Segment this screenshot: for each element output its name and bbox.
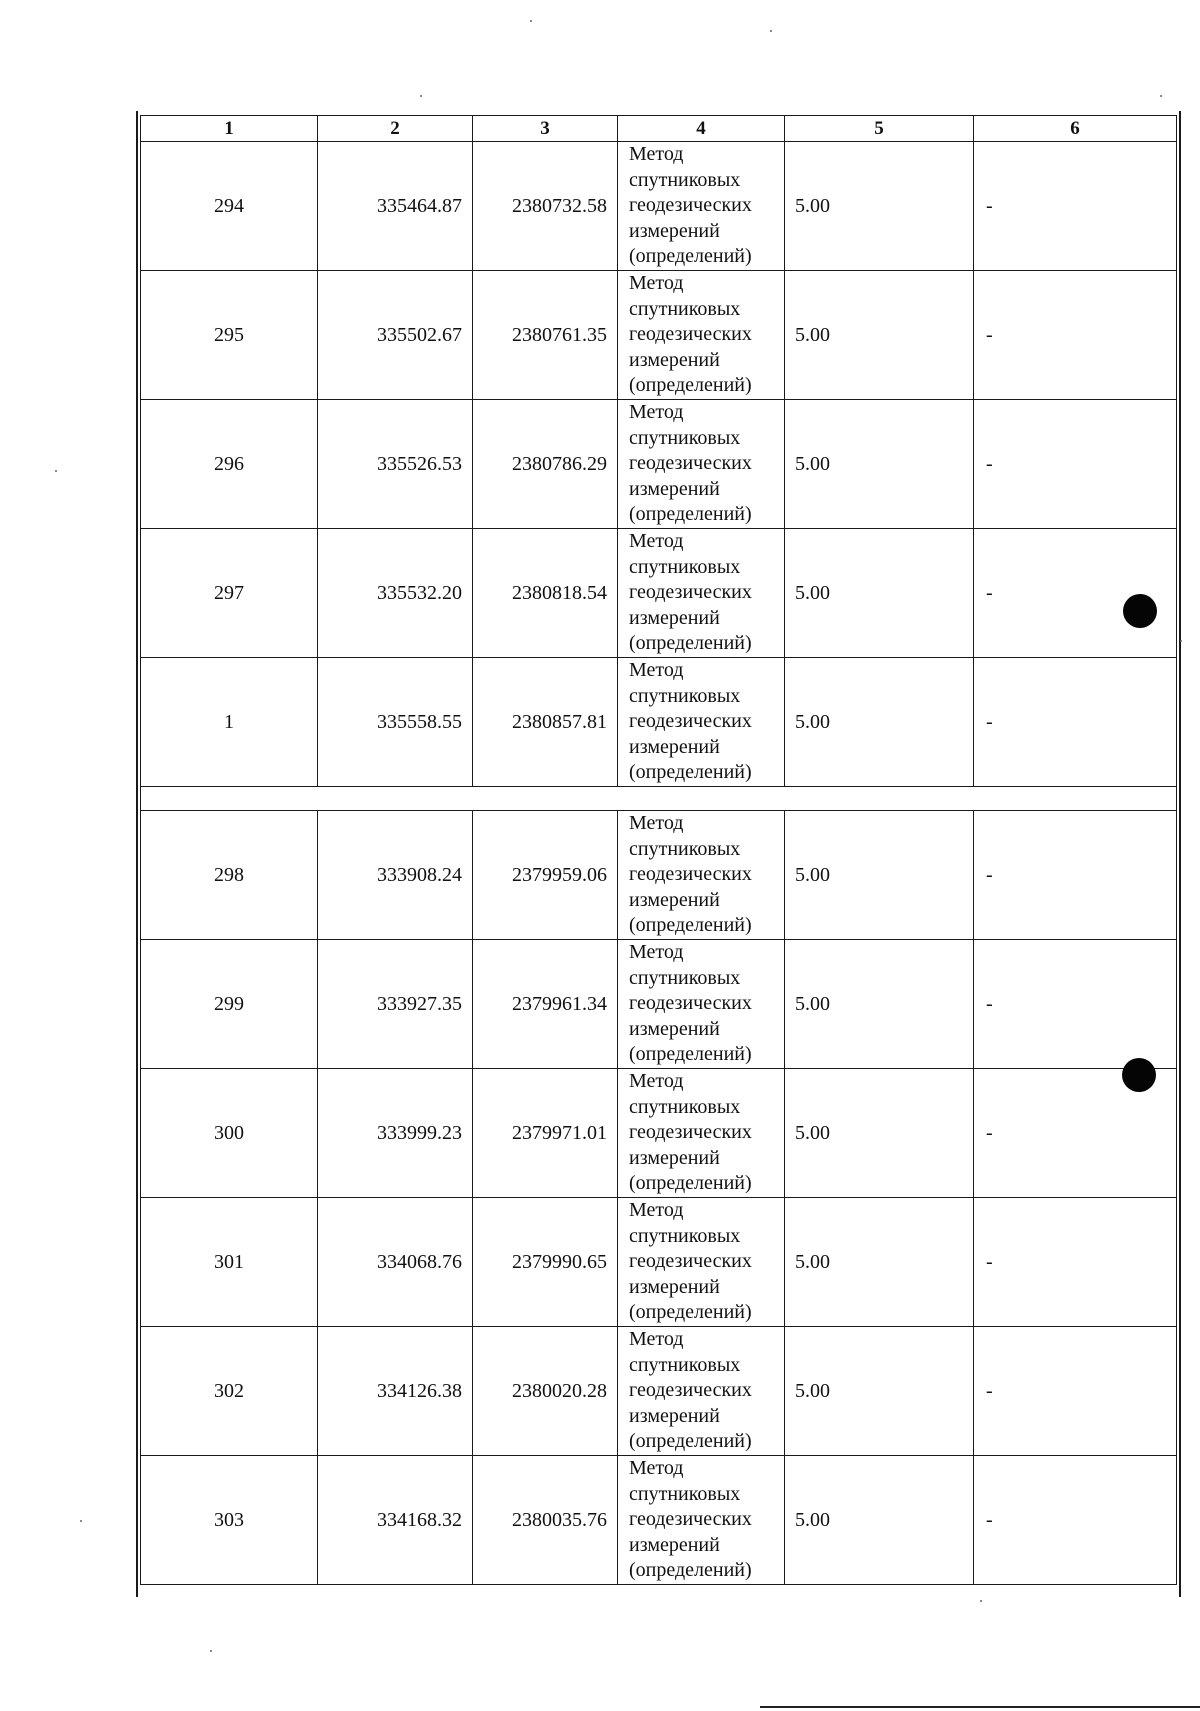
method-line: Метод bbox=[629, 401, 684, 424]
method-line: (определений) bbox=[629, 374, 752, 397]
method-line: геодезических bbox=[629, 1508, 752, 1531]
accuracy-value: 5.00 bbox=[785, 1198, 974, 1327]
coordinate-x: 334126.38 bbox=[318, 1327, 473, 1456]
method-cell bbox=[618, 1456, 785, 1585]
coordinate-x: 333999.23 bbox=[318, 1069, 473, 1198]
method-line: геодезических bbox=[629, 1379, 752, 1402]
method-line: геодезических bbox=[629, 581, 752, 604]
method-line: спутниковых bbox=[629, 555, 741, 578]
coordinate-y: 2379971.01 bbox=[473, 1069, 618, 1198]
scan-speck bbox=[770, 30, 772, 32]
method-line: измерений bbox=[629, 888, 720, 911]
method-line: (определений) bbox=[629, 503, 752, 526]
coordinate-x: 335526.53 bbox=[318, 400, 473, 529]
method-line: Метод bbox=[629, 1199, 684, 1222]
coordinate-y: 2380857.81 bbox=[473, 658, 618, 787]
method-line: (определений) bbox=[629, 245, 752, 268]
method-line: спутниковых bbox=[629, 1482, 741, 1505]
note-value: - bbox=[974, 1327, 1177, 1456]
scan-speck bbox=[980, 1600, 982, 1602]
method-line: измерений bbox=[629, 1275, 720, 1298]
accuracy-value: 5.00 bbox=[785, 1456, 974, 1585]
note-value: - bbox=[974, 1456, 1177, 1585]
scan-speck bbox=[1180, 640, 1182, 642]
accuracy-value: 5.00 bbox=[785, 940, 974, 1069]
method-line: измерений bbox=[629, 1017, 720, 1040]
note-value: - bbox=[974, 658, 1177, 787]
method-cell bbox=[618, 142, 785, 271]
coordinate-x: 333908.24 bbox=[318, 811, 473, 940]
header-cell: 4 bbox=[618, 116, 785, 142]
scan-speck bbox=[1160, 95, 1162, 97]
note-value: - bbox=[974, 1198, 1177, 1327]
accuracy-value: 5.00 bbox=[785, 1327, 974, 1456]
method-line: геодезических bbox=[629, 323, 752, 346]
table-row bbox=[141, 1327, 1177, 1456]
method-line: (определений) bbox=[629, 761, 752, 784]
method-line: спутниковых bbox=[629, 168, 741, 191]
method-cell bbox=[618, 1198, 785, 1327]
accuracy-value: 5.00 bbox=[785, 811, 974, 940]
accuracy-value: 5.00 bbox=[785, 400, 974, 529]
method-line: геодезических bbox=[629, 194, 752, 217]
method-cell bbox=[618, 271, 785, 400]
note-value: - bbox=[974, 940, 1177, 1069]
method-line: Метод bbox=[629, 812, 684, 835]
point-number: 303 bbox=[141, 1456, 318, 1585]
accuracy-value: 5.00 bbox=[785, 658, 974, 787]
scan-speck bbox=[420, 95, 422, 97]
method-cell bbox=[618, 811, 785, 940]
scan-speck bbox=[530, 20, 532, 22]
header-cell: 5 bbox=[785, 116, 974, 142]
header-cell: 6 bbox=[974, 116, 1177, 142]
method-cell bbox=[618, 400, 785, 529]
note-value: - bbox=[974, 529, 1177, 658]
coordinate-y: 2380732.58 bbox=[473, 142, 618, 271]
method-line: измерений bbox=[629, 606, 720, 629]
method-line: геодезических bbox=[629, 1250, 752, 1273]
method-cell bbox=[618, 1069, 785, 1198]
method-cell bbox=[618, 940, 785, 1069]
table-row bbox=[141, 658, 1177, 787]
method-cell bbox=[618, 1327, 785, 1456]
method-line: (определений) bbox=[629, 1430, 752, 1453]
coordinate-y: 2380020.28 bbox=[473, 1327, 618, 1456]
table-row bbox=[141, 271, 1177, 400]
accuracy-value: 5.00 bbox=[785, 142, 974, 271]
coordinate-x: 335502.67 bbox=[318, 271, 473, 400]
header-cell: 3 bbox=[473, 116, 618, 142]
method-line: геодезических bbox=[629, 710, 752, 733]
method-line: геодезических bbox=[629, 1121, 752, 1144]
point-number: 1 bbox=[141, 658, 318, 787]
method-line: Метод bbox=[629, 1457, 684, 1480]
table-row bbox=[141, 1198, 1177, 1327]
method-line: геодезических bbox=[629, 863, 752, 886]
header-cell: 2 bbox=[318, 116, 473, 142]
method-line: Метод bbox=[629, 530, 684, 553]
note-value: - bbox=[974, 142, 1177, 271]
method-line: спутниковых bbox=[629, 1224, 741, 1247]
method-line: спутниковых bbox=[629, 684, 741, 707]
ink-blot bbox=[1123, 594, 1157, 628]
coordinate-x: 333927.35 bbox=[318, 940, 473, 1069]
point-number: 299 bbox=[141, 940, 318, 1069]
note-value: - bbox=[974, 1069, 1177, 1198]
method-line: (определений) bbox=[629, 632, 752, 655]
table-row bbox=[141, 529, 1177, 658]
table-row bbox=[141, 142, 1177, 271]
method-cell bbox=[618, 529, 785, 658]
method-line: Метод bbox=[629, 1328, 684, 1351]
group-separator-row bbox=[141, 787, 1177, 811]
page-edge-line bbox=[760, 1706, 1200, 1708]
method-line: Метод bbox=[629, 272, 684, 295]
coordinate-x: 334168.32 bbox=[318, 1456, 473, 1585]
scan-speck bbox=[80, 1520, 82, 1522]
point-number: 298 bbox=[141, 811, 318, 940]
method-line: измерений bbox=[629, 735, 720, 758]
method-line: (определений) bbox=[629, 1043, 752, 1066]
table-row bbox=[141, 1456, 1177, 1585]
method-line: измерений bbox=[629, 1533, 720, 1556]
method-cell bbox=[618, 658, 785, 787]
point-number: 296 bbox=[141, 400, 318, 529]
separator-cell bbox=[141, 787, 1177, 811]
method-line: геодезических bbox=[629, 992, 752, 1015]
method-line: геодезических bbox=[629, 452, 752, 475]
table-body bbox=[141, 116, 1177, 1585]
method-line: Метод bbox=[629, 1070, 684, 1093]
accuracy-value: 5.00 bbox=[785, 1069, 974, 1198]
coordinate-x: 335558.55 bbox=[318, 658, 473, 787]
point-number: 302 bbox=[141, 1327, 318, 1456]
method-line: спутниковых bbox=[629, 426, 741, 449]
accuracy-value: 5.00 bbox=[785, 271, 974, 400]
note-value: - bbox=[974, 271, 1177, 400]
method-line: измерений bbox=[629, 1404, 720, 1427]
table-row bbox=[141, 1069, 1177, 1198]
method-line: измерений bbox=[629, 477, 720, 500]
coordinate-y: 2380035.76 bbox=[473, 1456, 618, 1585]
note-value: - bbox=[974, 811, 1177, 940]
coordinate-y: 2380761.35 bbox=[473, 271, 618, 400]
point-number: 297 bbox=[141, 529, 318, 658]
coordinate-y: 2379959.06 bbox=[473, 811, 618, 940]
table-row bbox=[141, 400, 1177, 529]
method-line: (определений) bbox=[629, 1301, 752, 1324]
point-number: 294 bbox=[141, 142, 318, 271]
coordinate-x: 334068.76 bbox=[318, 1198, 473, 1327]
header-cell: 1 bbox=[141, 116, 318, 142]
table-row bbox=[141, 811, 1177, 940]
method-line: измерений bbox=[629, 348, 720, 371]
note-value: - bbox=[974, 400, 1177, 529]
method-line: Метод bbox=[629, 941, 684, 964]
point-number: 301 bbox=[141, 1198, 318, 1327]
coordinate-y: 2380786.29 bbox=[473, 400, 618, 529]
method-line: измерений bbox=[629, 219, 720, 242]
method-line: Метод bbox=[629, 659, 684, 682]
point-number: 300 bbox=[141, 1069, 318, 1198]
method-line: Метод bbox=[629, 143, 684, 166]
header-row bbox=[141, 116, 1177, 142]
coordinate-y: 2380818.54 bbox=[473, 529, 618, 658]
method-line: спутниковых bbox=[629, 966, 741, 989]
coordinates-table bbox=[140, 115, 1177, 1585]
coordinate-x: 335532.20 bbox=[318, 529, 473, 658]
method-line: измерений bbox=[629, 1146, 720, 1169]
scan-speck bbox=[210, 1650, 212, 1652]
method-line: спутниковых bbox=[629, 837, 741, 860]
method-line: спутниковых bbox=[629, 297, 741, 320]
coordinate-y: 2379990.65 bbox=[473, 1198, 618, 1327]
scan-speck bbox=[55, 470, 57, 472]
method-line: спутниковых bbox=[629, 1095, 741, 1118]
method-line: спутниковых bbox=[629, 1353, 741, 1376]
accuracy-value: 5.00 bbox=[785, 529, 974, 658]
coordinate-y: 2379961.34 bbox=[473, 940, 618, 1069]
coordinate-x: 335464.87 bbox=[318, 142, 473, 271]
method-line: (определений) bbox=[629, 1559, 752, 1582]
method-line: (определений) bbox=[629, 914, 752, 937]
ink-blot bbox=[1122, 1058, 1156, 1092]
method-line: (определений) bbox=[629, 1172, 752, 1195]
table-row bbox=[141, 940, 1177, 1069]
point-number: 295 bbox=[141, 271, 318, 400]
